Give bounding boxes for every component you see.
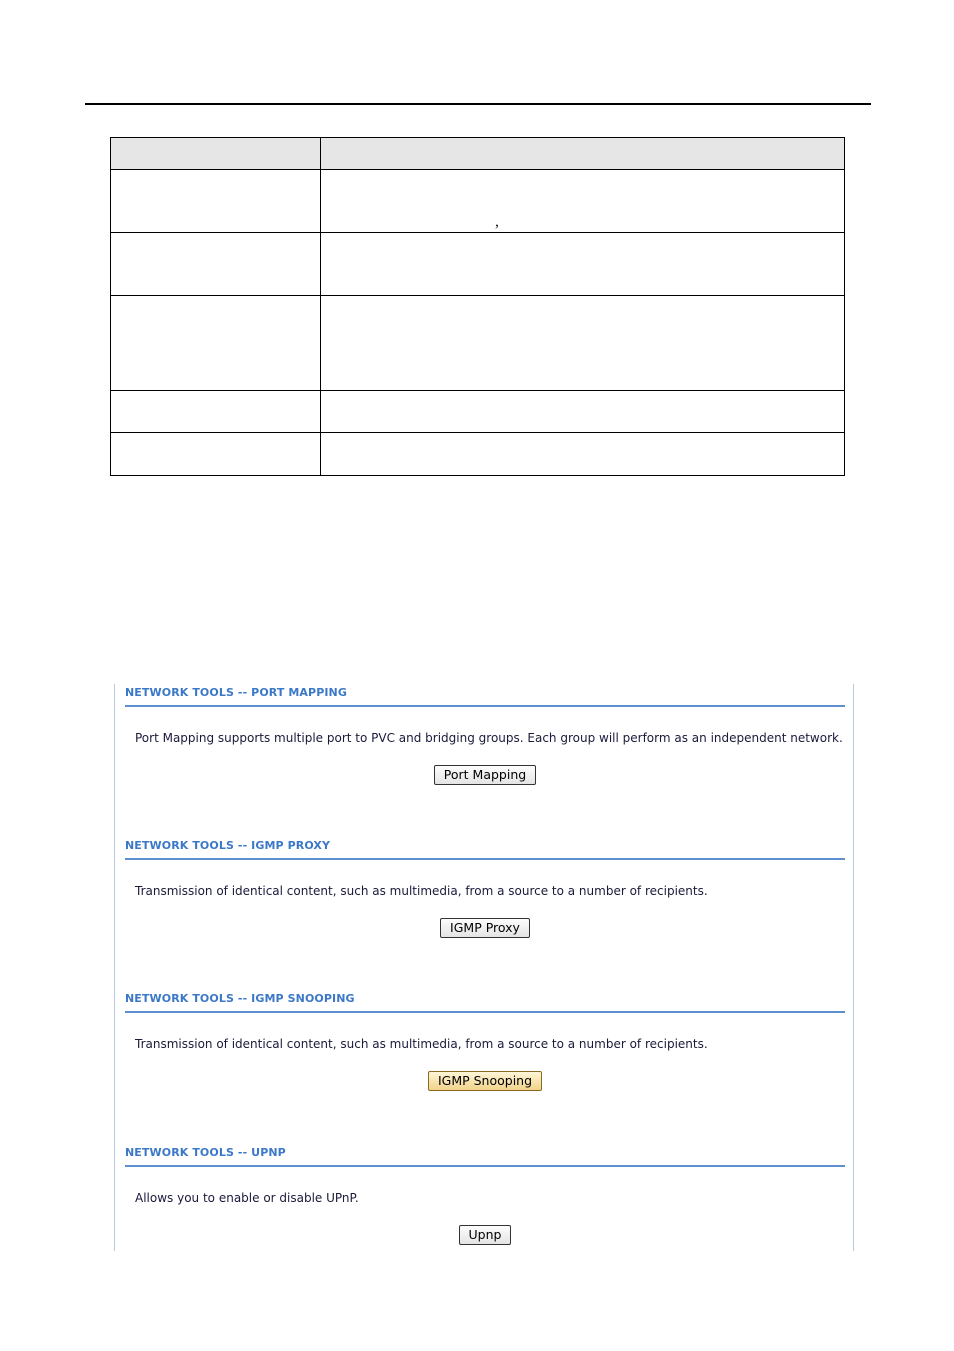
section-description: Allows you to enable or disable UPnP. (135, 1191, 359, 1205)
network-tools-panel (114, 684, 854, 1251)
parameter-table (110, 137, 845, 476)
header-rule (85, 103, 871, 105)
button-row (125, 917, 845, 938)
table-row (111, 233, 845, 296)
button-row (125, 1224, 845, 1245)
section-title: NETWORK TOOLS -- IGMP SNOOPING (125, 992, 355, 1005)
table-comma: , (495, 213, 499, 230)
section-divider (125, 1011, 845, 1013)
section-divider (125, 858, 845, 860)
table-header-row (111, 138, 845, 170)
table-cell (111, 391, 321, 433)
section-igmp-proxy (125, 839, 845, 938)
table-cell (111, 233, 321, 296)
table-cell (321, 170, 845, 233)
section-igmp-snooping (125, 992, 845, 1091)
button-row (125, 1070, 845, 1091)
table-row (111, 296, 845, 391)
table-header-cell (111, 138, 321, 170)
table-row (111, 170, 845, 233)
table-cell (111, 433, 321, 476)
section-port-mapping (125, 686, 845, 785)
igmp-proxy-button[interactable]: IGMP Proxy (440, 918, 530, 938)
section-upnp (125, 1146, 845, 1245)
section-description: Transmission of identical content, such as multimedia, from a source to a number of recipients. (135, 884, 708, 898)
table-cell (321, 391, 845, 433)
table-cell (321, 433, 845, 476)
table-cell (111, 296, 321, 391)
section-title: NETWORK TOOLS -- PORT MAPPING (125, 686, 347, 699)
section-divider (125, 705, 845, 707)
igmp-snooping-button[interactable]: IGMP Snooping (428, 1071, 542, 1091)
section-description: Transmission of identical content, such as multimedia, from a source to a number of recipients. (135, 1037, 708, 1051)
table-header-cell (321, 138, 845, 170)
table-cell (321, 296, 845, 391)
upnp-button[interactable]: Upnp (459, 1225, 512, 1245)
table-cell (111, 170, 321, 233)
table-row (111, 391, 845, 433)
section-description: Port Mapping supports multiple port to PVC and bridging groups. Each group will perform as an independent network. (135, 731, 843, 745)
section-title: NETWORK TOOLS -- UPNP (125, 1146, 286, 1159)
table-cell (321, 233, 845, 296)
button-row (125, 764, 845, 785)
section-divider (125, 1165, 845, 1167)
section-title: NETWORK TOOLS -- IGMP PROXY (125, 839, 331, 852)
table-row (111, 433, 845, 476)
port-mapping-button[interactable]: Port Mapping (434, 765, 536, 785)
